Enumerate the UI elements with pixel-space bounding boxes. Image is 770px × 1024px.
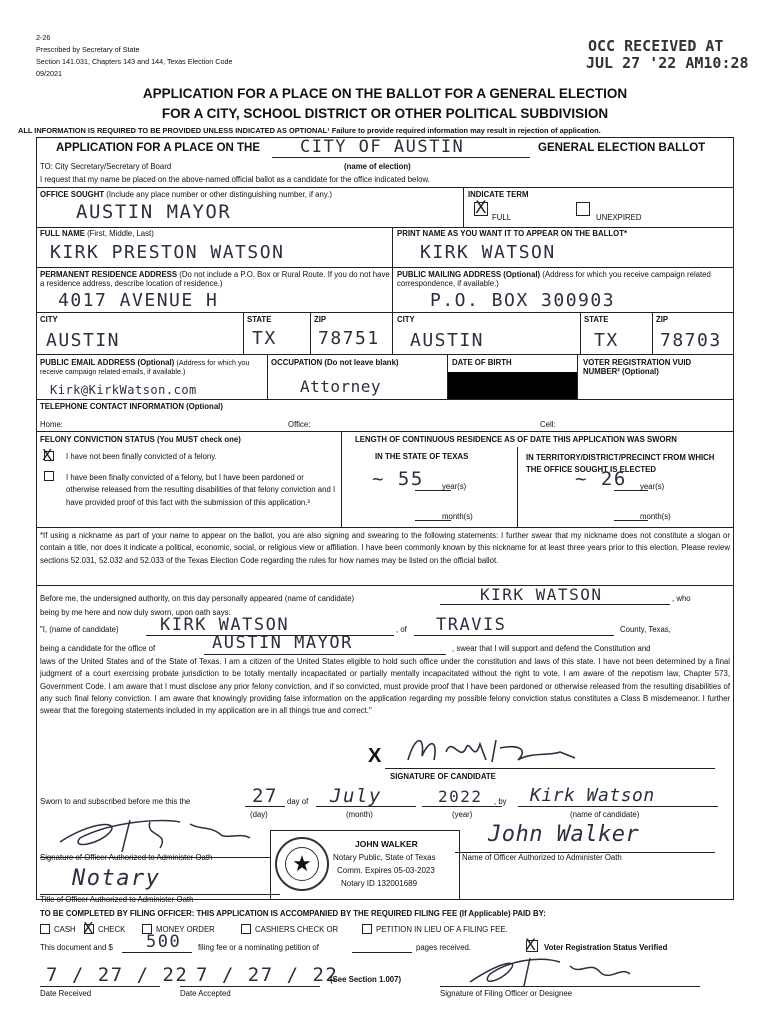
officer-title-label: Title of Officer Authorized to Administer Oath: [40, 895, 194, 904]
dob-label: DATE OF BIRTH: [452, 358, 512, 367]
city-value[interactable]: AUSTIN: [46, 330, 121, 351]
form-number: 2-26: [36, 33, 51, 42]
residence-state-years[interactable]: ~ 55: [372, 468, 424, 490]
sworn-day-value[interactable]: 27: [252, 785, 278, 807]
seal-line3: Notary ID 132001689: [341, 879, 418, 888]
term-unexpired-checkbox[interactable]: [576, 202, 590, 216]
filing-signature-label: Signature of Filing Officer or Designee: [440, 989, 573, 998]
prescribed-by: Prescribed by Secretary of State: [36, 45, 140, 54]
sworn-month-value[interactable]: July: [330, 785, 382, 807]
officer-name-value[interactable]: John Walker: [488, 822, 640, 847]
state-months-label: month(s): [442, 512, 473, 521]
occupation-value[interactable]: Attorney: [300, 377, 382, 396]
ballot-name-value[interactable]: KIRK WATSON: [420, 242, 556, 263]
money-order-label: MONEY ORDER: [156, 925, 215, 934]
request-text: I request that my name be placed on the above-named official ballot as a candidate for the office indicated below.: [40, 175, 430, 184]
felony-pardoned-checkbox[interactable]: [44, 471, 54, 481]
voter-verified-mark: X: [525, 935, 536, 954]
state-value[interactable]: TX: [252, 328, 277, 349]
pages-label: pages received.: [416, 943, 472, 952]
received-stamp-line1: OCC RECEIVED AT: [588, 37, 724, 55]
term-unexpired-label: UNEXPIRED: [596, 213, 642, 222]
form-title-line2: FOR A CITY, SCHOOL DISTRICT OR OTHER POLITICAL SUBDIVISION: [161, 106, 609, 121]
sworn-day-label: (day): [250, 810, 268, 819]
mailing-address-value[interactable]: P.O. BOX 300903: [430, 290, 616, 311]
oath-body: laws of the United States and of the State of Texas. I am a citizen of the United States eligible to hold such office under the constitution and laws of this state. I have not been determined by a final judgment of a court exercising probate jurisdiction to be totally mentally incapacitated or partially mentally incapacitated without the right to vote. I am aware of the nepotism law, Chapter 573, Government Code. I am aware that I must disclose any prior felony conviction, and if so convicted, must provide proof that I have been pardoned or otherwise released from the resulting disabilities of any such final felony conviction. I am aware that knowingly providing false information on the application regarding my possible felony conviction status constitutes a Class B misdemeanor. I further swear that the foregoing statements included in my application are in all things true and correct.": [40, 657, 730, 716]
fee-value[interactable]: 500: [146, 932, 182, 952]
office-sought-value[interactable]: AUSTIN MAYOR: [76, 201, 232, 223]
zip-value[interactable]: 78751: [318, 328, 380, 349]
full-name-label: FULL NAME (First, Middle, Last): [40, 229, 154, 238]
oath-being: being by me here and now duly sworn, upon oath says:: [40, 608, 231, 617]
sworn-day-of: day of: [287, 797, 309, 806]
oath-candidate-value[interactable]: KIRK WATSON: [480, 585, 603, 604]
oath-office-value[interactable]: AUSTIN MAYOR: [212, 633, 353, 653]
officer-title-value[interactable]: Notary: [72, 866, 161, 891]
sworn-name-label: (name of candidate): [570, 810, 640, 819]
mail-city-value[interactable]: AUSTIN: [410, 330, 485, 351]
email-value[interactable]: Kirk@KirkWatson.com: [50, 383, 197, 397]
notary-seal: [270, 830, 460, 900]
required-notice: ALL INFORMATION IS REQUIRED TO BE PROVIDED UNLESS INDICATED AS OPTIONAL¹ Failure to provide required information may result in rejection of application.: [18, 126, 601, 135]
felony-opt1-text: I have not been finally convicted of a felony.: [66, 452, 217, 461]
date-received-value[interactable]: 7 / 27 / 22: [46, 964, 189, 986]
check-mark: X: [83, 919, 94, 937]
oath-of: , of: [396, 625, 407, 634]
mail-state-label: STATE: [584, 315, 609, 324]
seal-line2: Comm. Expires 05-03-2023: [337, 866, 435, 875]
oath-office-suffix: , swear that I will support and defend the Constitution and: [452, 644, 651, 653]
territory-months-label: month(s): [640, 512, 671, 521]
mail-city-label: CITY: [397, 315, 415, 324]
date-received-label: Date Received: [40, 989, 92, 998]
residence-territory-years[interactable]: ~ 26: [575, 468, 627, 490]
indicate-term-label: INDICATE TERM: [468, 190, 529, 199]
residence-state-label: IN THE STATE OF TEXAS: [375, 452, 469, 461]
form-title-line1: APPLICATION FOR A PLACE ON THE BALLOT FOR A GENERAL ELECTION: [142, 86, 628, 101]
residence-address-value[interactable]: 4017 AVENUE H: [58, 290, 219, 311]
doc-prefix: This document and $: [40, 943, 113, 952]
name-of-election-label: (name of election): [344, 162, 411, 171]
residence-territory-label: IN TERRITORY/DISTRICT/PRECINCT FROM WHICH THE OFFICE SOUGHT IS ELECTED: [526, 453, 715, 474]
statute-section: Section 141.031, Chapters 143 and 144, Texas Election Code: [36, 57, 233, 66]
vuid-label: VOTER REGISTRATION VUID NUMBER² (Optional): [583, 358, 692, 376]
received-stamp-line2: JUL 27 '22 AM10:28: [586, 54, 749, 72]
full-name-value[interactable]: KIRK PRESTON WATSON: [50, 242, 285, 263]
oath-county-value[interactable]: TRAVIS: [436, 615, 507, 635]
cash-label: CASH: [54, 925, 76, 934]
voter-verified-label: Voter Registration Status Verified: [544, 943, 668, 952]
state-years-label: year(s): [442, 482, 467, 491]
zip-label: ZIP: [314, 315, 327, 324]
oath-i-name-value[interactable]: KIRK WATSON: [160, 615, 290, 635]
home-phone-label: Home:: [40, 420, 63, 429]
filing-header: TO BE COMPLETED BY FILING OFFICER: THIS APPLICATION IS ACCOMPANIED BY THE REQUIRED FILING FEE (If Applicable) PAID BY:: [40, 909, 546, 918]
check-label: CHECK: [98, 925, 126, 934]
oath-before: Before me, the undersigned authority, on this day personally appeared (name of candidate): [40, 594, 355, 603]
seal-name: JOHN WALKER: [355, 839, 418, 849]
doc-mid: filing fee or a nominating petition of: [198, 943, 319, 952]
office-phone-label: Office:: [288, 420, 311, 429]
dob-redaction: [448, 372, 577, 399]
oath-office-prefix: being a candidate for the office of: [40, 644, 156, 653]
ballot-prefix: APPLICATION FOR A PLACE ON THE: [56, 142, 261, 154]
election-name-value[interactable]: CITY OF AUSTIN: [300, 137, 465, 157]
seal-emblem: [275, 837, 329, 891]
term-full-label: FULL: [492, 213, 512, 222]
ballot-suffix: GENERAL ELECTION BALLOT: [538, 142, 706, 154]
oath-x-mark: X: [368, 745, 382, 767]
sworn-prefix: Sworn to and subscribed before me this the: [40, 797, 191, 806]
oath-county-label: County, Texas,: [620, 625, 671, 634]
sworn-year-label: (year): [452, 810, 473, 819]
mailing-address-label: PUBLIC MAILING ADDRESS (Optional) (Address for which you receive campaign related correspondence, if available.): [397, 270, 711, 288]
star-icon: ★: [285, 847, 319, 881]
state-label: STATE: [247, 315, 272, 324]
cash-checkbox[interactable]: [40, 924, 50, 934]
oath-who: , who: [672, 594, 691, 603]
term-full-mark: X: [475, 198, 487, 218]
seal-line1: Notary Public, State of Texas: [333, 853, 436, 862]
sworn-year-value[interactable]: 2022: [438, 787, 483, 806]
filing-officer-signature: [440, 952, 640, 990]
city-label: CITY: [40, 315, 58, 324]
officer-name-label: Name of Officer Authorized to Administer Oath: [462, 853, 622, 862]
petition-label: PETITION IN LIEU OF A FILING FEE.: [376, 925, 508, 934]
see-section: (See Section 1.007): [330, 975, 402, 984]
candidate-signature-label: SIGNATURE OF CANDIDATE: [390, 772, 496, 781]
email-label: PUBLIC EMAIL ADDRESS (Optional) (Address for which you receive campaign related emails, if available.): [40, 358, 250, 376]
election-underline: [272, 157, 530, 158]
mail-zip-label: ZIP: [656, 315, 669, 324]
date-accepted-label: Date Accepted: [180, 989, 231, 998]
residence-address-label: PERMANENT RESIDENCE ADDRESS (Do not include a P.O. Box or Rural Route. If you do not have a residence address, describe location of residence.): [40, 270, 390, 288]
candidate-signature: [400, 730, 600, 770]
form-date: 09/2021: [36, 69, 62, 78]
to-label: TO: City Secretary/Secretary of Board: [40, 162, 172, 171]
cashiers-check-checkbox[interactable]: [241, 924, 251, 934]
territory-years-label: year(s): [640, 482, 665, 491]
mail-state-value[interactable]: TX: [594, 330, 619, 351]
phone-label: TELEPHONE CONTACT INFORMATION (Optional): [40, 402, 223, 411]
date-accepted-value[interactable]: 7 / 27 / 22: [196, 964, 339, 986]
sworn-month-label: (month): [346, 810, 373, 819]
cashiers-check-label: CASHIERS CHECK OR: [255, 925, 339, 934]
sworn-name-value[interactable]: Kirk Watson: [530, 785, 655, 806]
ballot-name-label: PRINT NAME AS YOU WANT IT TO APPEAR ON THE BALLOT*: [397, 229, 628, 238]
nickname-note: *If using a nickname as part of your name to appear on the ballot, you are also signing and swearing to the following statements: I further swear that my nickname does not constitute a slogan or contain a title, nor does it indicate a political, economic, social, or religious view or affiliation. I have been commonly known by this nickname for at least three years prior to this election. Please review sections 52.031, 52.032 and 52.033 of the Texas Election Code regarding the rules for how names may be listed on the official ballot.: [40, 531, 730, 565]
officer-signature: [50, 812, 270, 857]
residence-label: LENGTH OF CONTINUOUS RESIDENCE AS OF DATE THIS APPLICATION WAS SWORN: [355, 435, 677, 444]
occupation-label: OCCUPATION (Do not leave blank): [271, 358, 399, 367]
cell-phone-label: Cell:: [540, 420, 556, 429]
oath-i-name: "I, (name of candidate): [40, 625, 119, 634]
felony-not-convicted-mark: X: [42, 446, 53, 464]
office-sought-label: OFFICE SOUGHT (Include any place number or other distinguishing number, if any.): [40, 190, 332, 199]
officer-signature-label: Signature of Officer Authorized to Administer Oath: [40, 853, 213, 862]
mail-zip-value[interactable]: 78703: [660, 330, 722, 351]
petition-checkbox[interactable]: [362, 924, 372, 934]
felony-opt2-text: I have been finally convicted of a felony, but I have been pardoned or otherwise released from the resulting disabilities of that felony conviction and I have provided proof of this fact with the submission of this application.³: [66, 473, 336, 507]
sworn-by: , by: [494, 797, 507, 806]
felony-label: FELONY CONVICTION STATUS (You MUST check one): [40, 435, 241, 444]
